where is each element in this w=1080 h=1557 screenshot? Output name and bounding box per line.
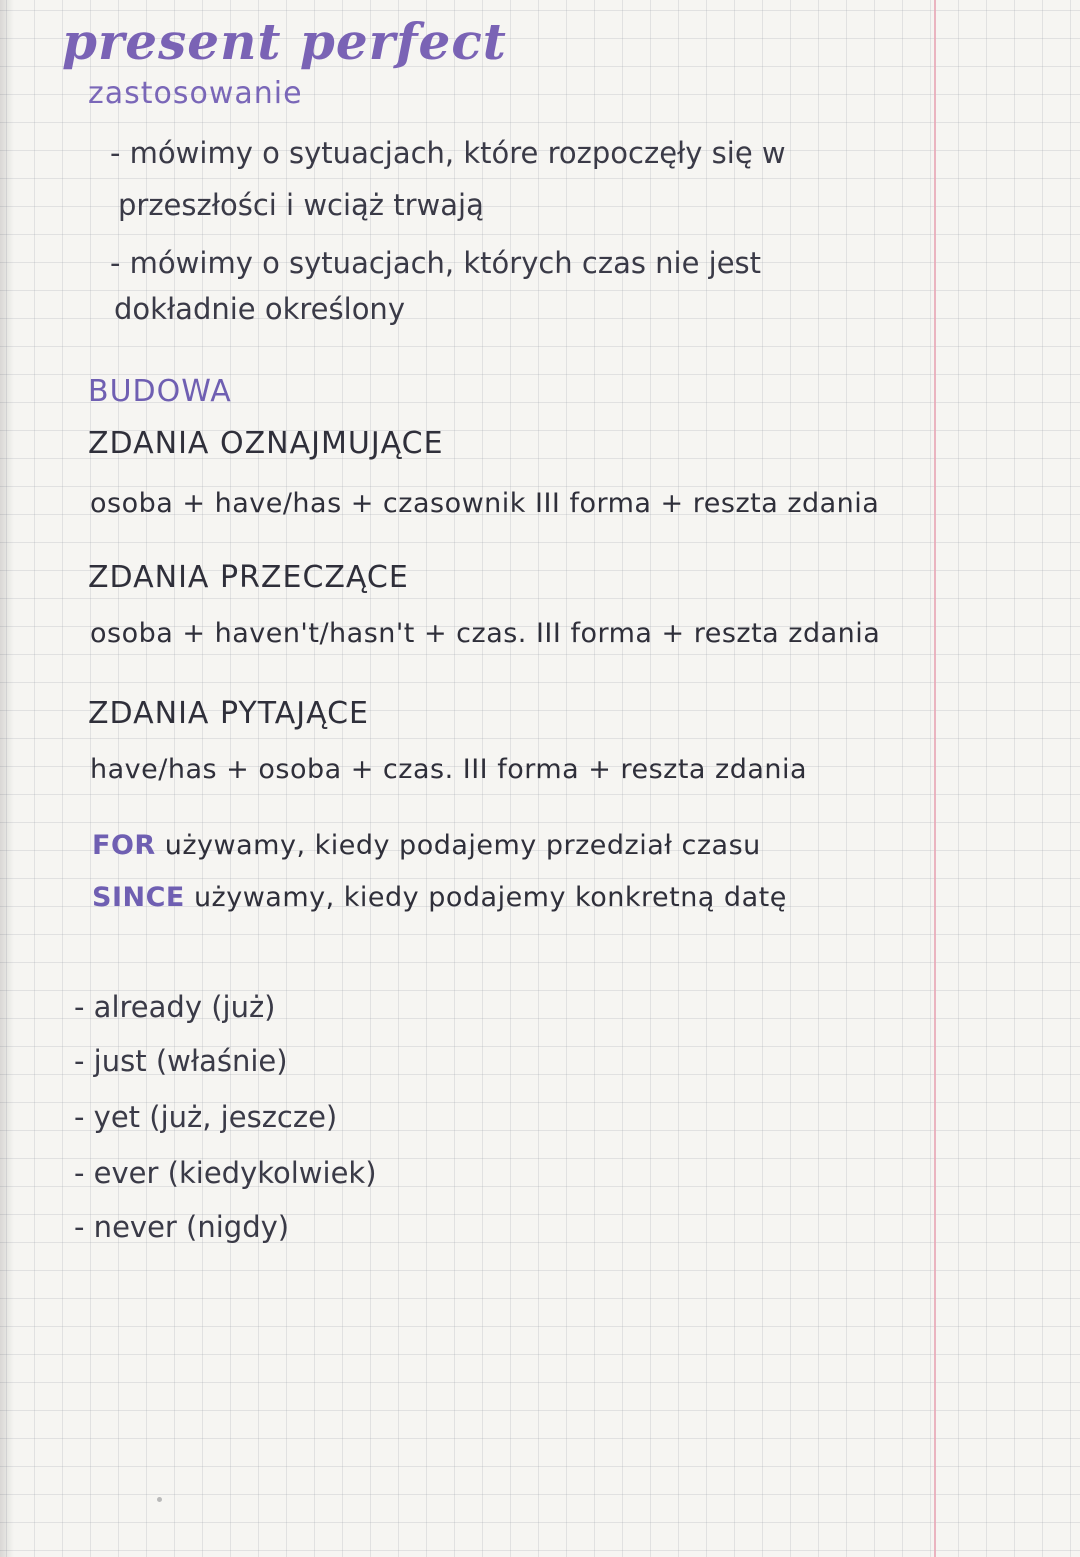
for-keyword: FOR xyxy=(92,830,156,861)
pen-dot xyxy=(157,1497,162,1502)
section-formula-negative: osoba + haven't/hasn't + czas. III forma + reszta zdania xyxy=(90,618,881,649)
page-edge-shadow xyxy=(0,0,14,1557)
section-title-interrogative: ZDANIA PYTAJĄCE xyxy=(88,696,370,731)
section-formula-affirmative: osoba + have/has + czasownik III forma + reszta zdania xyxy=(90,488,880,519)
adverb-never: - never (nigdy) xyxy=(74,1210,290,1244)
margin-line xyxy=(934,0,936,1557)
usage-bullet-1-line-2: przeszłości i wciąż trwają xyxy=(118,188,484,222)
since-keyword: SINCE xyxy=(92,882,185,913)
section-title-negative: ZDANIA PRZECZĄCE xyxy=(88,560,409,595)
since-description: używamy, kiedy podajemy konkretną datę xyxy=(184,882,787,913)
for-line xyxy=(92,830,761,861)
usage-heading: zastosowanie xyxy=(88,76,303,111)
adverb-ever: - ever (kiedykolwiek) xyxy=(74,1156,377,1190)
since-line xyxy=(92,882,787,913)
section-formula-interrogative: have/has + osoba + czas. III forma + reszta zdania xyxy=(90,754,808,785)
section-title-affirmative: ZDANIA OZNAJMUJĄCE xyxy=(88,426,444,461)
adverb-just: - just (właśnie) xyxy=(74,1044,288,1078)
structure-heading: BUDOWA xyxy=(88,374,232,409)
for-description: używamy, kiedy podajemy przedział czasu xyxy=(155,830,761,861)
usage-bullet-2-line-2: dokładnie określony xyxy=(114,292,405,326)
adverb-yet: - yet (już, jeszcze) xyxy=(74,1100,338,1134)
usage-bullet-2-line-1: - mówimy o sytuacjach, których czas nie jest xyxy=(110,246,762,280)
usage-bullet-1-line-1: - mówimy o sytuacjach, które rozpoczęły się w xyxy=(110,136,786,170)
adverb-already: - already (już) xyxy=(74,990,276,1024)
page-title: present perfect xyxy=(62,12,507,71)
